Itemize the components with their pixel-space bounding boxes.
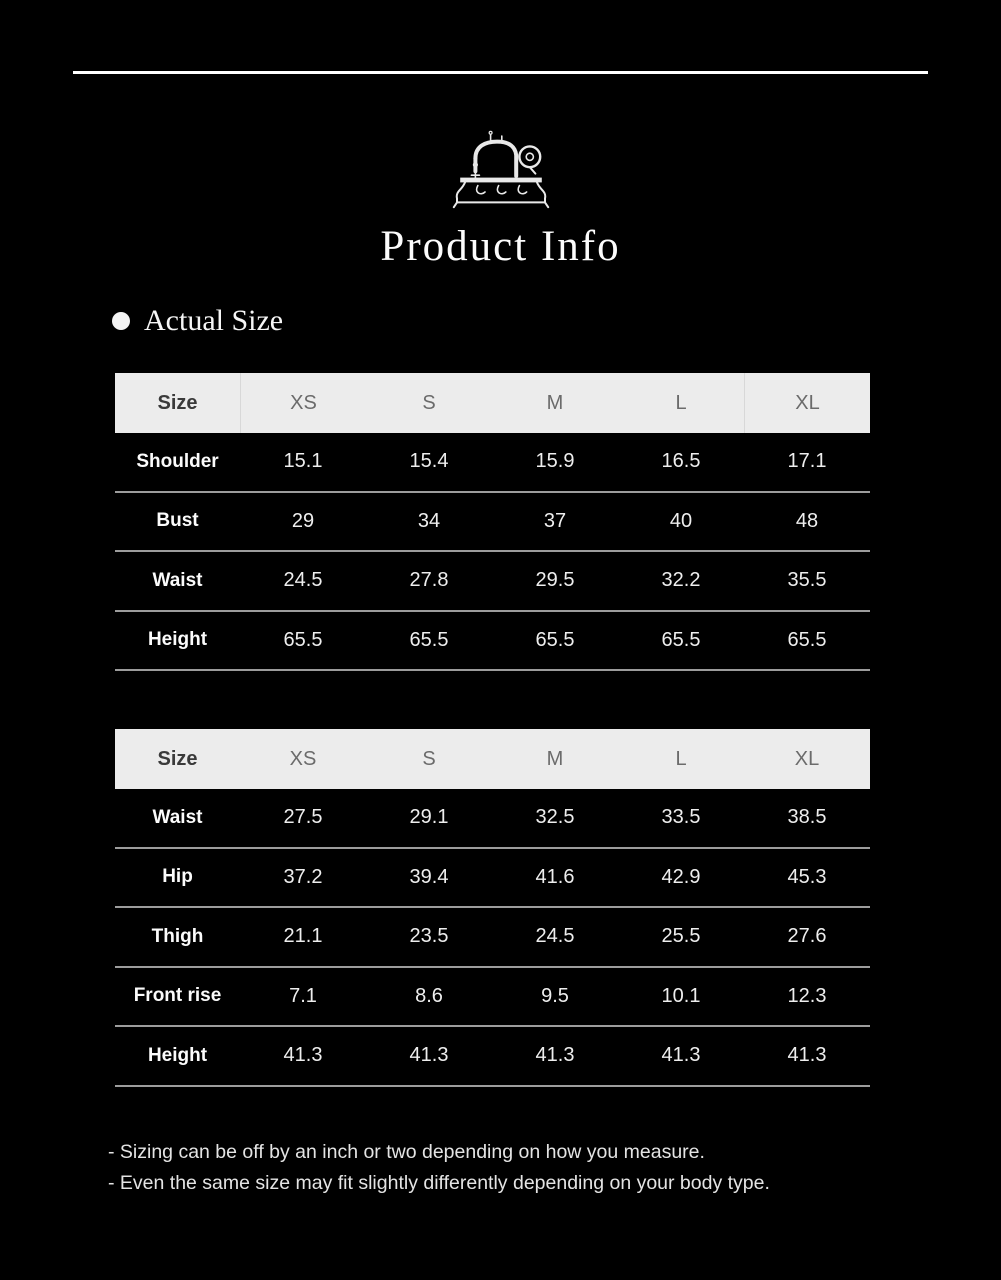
table-row-shoulder: [115, 433, 870, 493]
sewing-machine-icon: [449, 124, 553, 212]
row-value: 29.5: [535, 569, 575, 592]
top-divider-line: [73, 71, 928, 74]
row-value: 32.5: [535, 806, 575, 829]
note-line: - Sizing can be off by an inch or two depending on how you measure.: [108, 1141, 705, 1163]
size-table-tops: [115, 373, 870, 671]
row-label: Hip: [162, 866, 193, 888]
row-value: 21.1: [283, 925, 323, 948]
page-title: Product Info: [380, 223, 621, 270]
header-cell-m: M: [546, 391, 564, 414]
row-value: 41.3: [661, 1044, 701, 1067]
row-label: Thigh: [151, 925, 204, 947]
row-value: 10.1: [661, 984, 701, 1007]
row-value: 29.1: [409, 806, 449, 829]
size-table-bottoms: [115, 729, 870, 1087]
row-value: 40: [669, 509, 693, 532]
table-row-front-rise: [115, 968, 870, 1028]
row-value: 35.5: [787, 569, 827, 592]
row-value: 41.3: [535, 1044, 575, 1067]
row-value: 15.9: [535, 450, 575, 473]
note-line: - Even the same size may fit slightly differently depending on your body type.: [108, 1172, 770, 1194]
table-row-height: [115, 1027, 870, 1087]
row-label: Waist: [152, 806, 203, 828]
header-cell-xs: XS: [289, 747, 317, 770]
row-label: Front rise: [133, 985, 222, 1007]
row-value: 41.3: [283, 1044, 323, 1067]
row-value: 33.5: [661, 806, 701, 829]
row-value: 9.5: [541, 984, 569, 1007]
row-value: 45.3: [787, 865, 827, 888]
row-value: 27.8: [409, 569, 449, 592]
row-value: 17.1: [787, 450, 827, 473]
row-value: 24.5: [283, 569, 323, 592]
row-value: 15.1: [283, 450, 323, 473]
table-row-waist: [115, 552, 870, 612]
row-value: 23.5: [409, 925, 449, 948]
row-value: 29: [291, 509, 315, 532]
header-cell-xl: XL: [794, 747, 820, 770]
row-value: 27.6: [787, 925, 827, 948]
header-cell-size: Size: [157, 747, 198, 770]
row-value: 48: [795, 509, 819, 532]
row-value: 65.5: [409, 628, 449, 651]
row-label: Bust: [156, 510, 199, 532]
row-value: 25.5: [661, 925, 701, 948]
section-heading-label: Actual Size: [144, 304, 284, 337]
section-heading-actual-size: [112, 304, 283, 338]
header-cell-s: S: [422, 391, 436, 414]
table-row-hip: [115, 849, 870, 909]
row-value: 65.5: [535, 628, 575, 651]
table-row-waist: [115, 789, 870, 849]
row-label: Height: [147, 629, 208, 651]
row-value: 37.2: [283, 865, 323, 888]
row-value: 12.3: [787, 984, 827, 1007]
row-label: Shoulder: [136, 450, 219, 472]
header-cell-xs: XS: [240, 373, 366, 433]
row-value: 27.5: [283, 806, 323, 829]
row-value: 65.5: [283, 628, 323, 651]
table-header-row: [115, 373, 870, 433]
row-value: 32.2: [661, 569, 701, 592]
row-value: 39.4: [409, 865, 449, 888]
table-row-height: [115, 612, 870, 672]
row-value: 38.5: [787, 806, 827, 829]
row-value: 8.6: [415, 984, 443, 1007]
sizing-notes: [108, 1137, 770, 1199]
row-value: 24.5: [535, 925, 575, 948]
header-cell-xl: XL: [744, 373, 870, 433]
table-row-bust: [115, 493, 870, 553]
row-value: 34: [417, 509, 441, 532]
header-cell-l: L: [675, 747, 687, 770]
header-cell-size: Size: [157, 391, 198, 414]
row-value: 41.3: [409, 1044, 449, 1067]
row-value: 41.6: [535, 865, 575, 888]
table-row-thigh: [115, 908, 870, 968]
row-label: Waist: [152, 569, 203, 591]
table-header-row: [115, 729, 870, 789]
row-value: 42.9: [661, 865, 701, 888]
header-cell-s: S: [422, 747, 436, 770]
row-value: 7.1: [289, 984, 317, 1007]
header-cell-l: L: [675, 391, 687, 414]
row-value: 16.5: [661, 450, 701, 473]
row-value: 65.5: [787, 628, 827, 651]
row-value: 65.5: [661, 628, 701, 651]
bullet-icon: [112, 312, 130, 330]
row-value: 41.3: [787, 1044, 827, 1067]
row-label: Height: [147, 1044, 208, 1066]
row-value: 37: [543, 509, 567, 532]
row-value: 15.4: [409, 450, 449, 473]
brand-icon-wrapper: [0, 124, 1001, 212]
header-cell-m: M: [546, 747, 564, 770]
